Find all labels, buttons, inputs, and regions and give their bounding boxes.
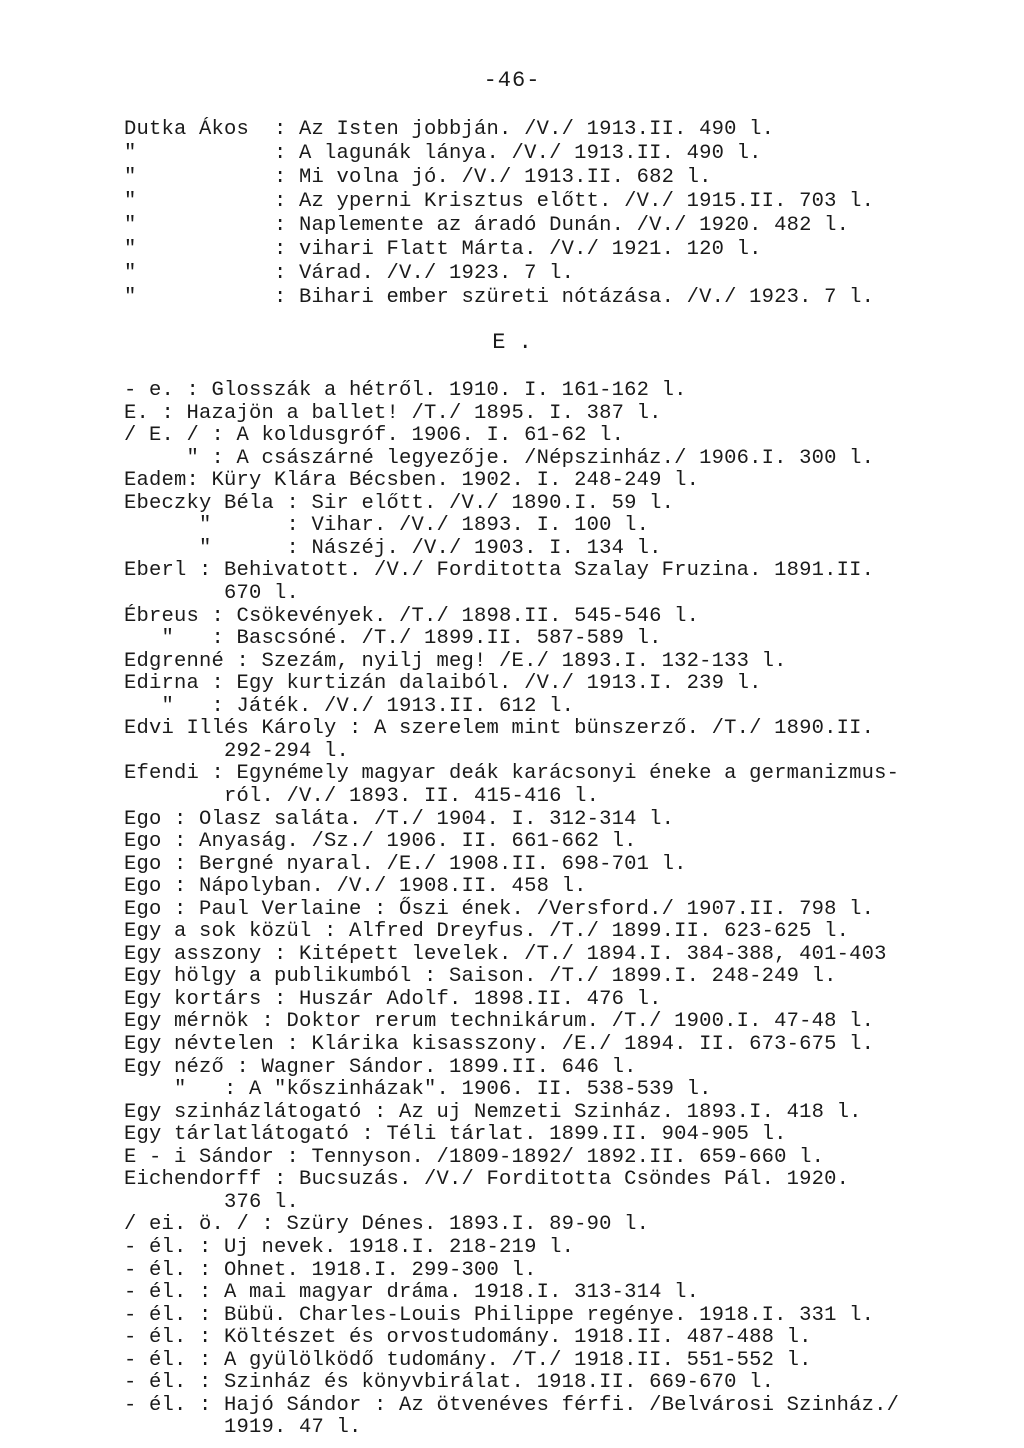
entry-line: Egy kortárs : Huszár Adolf. 1898.II. 476 l. — [124, 987, 662, 1011]
entry-line: Egy szinházlátogató : Az uj Nemzeti Szinház. 1893.I. 418 l. — [124, 1100, 862, 1124]
entry-line: Eberl : Behivatott. /V./ Forditotta Szalay Fruzina. 1891.II. — [124, 559, 875, 583]
entry-line: - él. : Bübü. Charles-Louis Philippe regénye. 1918.I. 331 l. — [124, 1303, 875, 1327]
entry-line: 376 l. — [124, 1190, 300, 1214]
entry-line: Ego : Anyaság. /Sz./ 1906. II. 661-662 l. — [124, 830, 637, 854]
entry-line: " : Bihari ember szüreti nótázása. /V./ 1923. 7 l. — [124, 286, 875, 309]
entry-line: / ei. ö. / : Szüry Dénes. 1893.I. 89-90 l. — [124, 1213, 650, 1237]
entry-line: - él. : Ohnet. 1918.I. 299-300 l. — [124, 1258, 537, 1282]
entry-line: Ébreus : Csökevények. /T./ 1898.II. 545-546 l. — [124, 604, 700, 628]
entry-line: " : Bascsóné. /T./ 1899.II. 587-589 l. — [124, 627, 662, 651]
entry-line: - e. : Glosszák a hétről. 1910. I. 161-162 l. — [124, 379, 687, 402]
entry-line: - él. : A gyülölködő tudomány. /T./ 1918.II. 551-552 l. — [124, 1348, 812, 1372]
section-letter: E . — [492, 330, 532, 355]
entry-line: Dutka Ákos : Az Isten jobbján. /V./ 1913.II. 490 l. — [124, 118, 775, 141]
entry-line: Egy hölgy a publikumból : Saison. /T./ 1899.I. 248-249 l. — [124, 965, 837, 989]
entry-line: Edirna : Egy kurtizán dalaiból. /V./ 1913.I. 239 l. — [124, 672, 762, 696]
entry-line: - él. : Szinház és könyvbirálat. 1918.II. 669-670 l. — [124, 1371, 775, 1395]
entry-line: Efendi : Egynémely magyar deák karácsonyi éneke a germanizmus- — [124, 762, 900, 786]
entry-line: " : Mi volna jó. /V./ 1913.II. 682 l. — [124, 166, 712, 189]
entry-line: Egy névtelen : Klárika kisasszony. /E./ 1894. II. 673-675 l. — [124, 1033, 875, 1057]
entry-line: Egy mérnök : Doktor rerum technikárum. /T./ 1900.I. 47-48 l. — [124, 1010, 875, 1034]
entry-line: 1919. 47 l. — [124, 1416, 362, 1440]
entry-line: " : A "kőszinházak". 1906. II. 538-539 l. — [124, 1078, 712, 1102]
entry-line: " : Vihar. /V./ 1893. I. 100 l. — [124, 514, 650, 538]
entry-line: " : Nászéj. /V./ 1903. I. 134 l. — [124, 536, 662, 560]
entry-line: " : Játék. /V./ 1913.II. 612 l. — [124, 694, 575, 718]
entry-line: " : Naplemente az áradó Dunán. /V./ 1920. 482 l. — [124, 214, 850, 237]
page-number: -46- — [483, 68, 541, 93]
entry-line: - él. : Hajó Sándor : Az ötvenéves férfi. /Belvárosi Szinház./ — [124, 1393, 900, 1417]
entry-line: Ego : Paul Verlaine : Őszi ének. /Versford./ 1907.II. 798 l. — [124, 897, 875, 921]
entry-line: Egy a sok közül : Alfred Dreyfus. /T./ 1899.II. 623-625 l. — [124, 920, 850, 944]
entry-line: " : Az yperni Krisztus előtt. /V./ 1915.II. 703 l. — [124, 190, 875, 213]
entry-line: 670 l. — [124, 581, 300, 605]
entry-line: - él. : Költészet és orvostudomány. 1918.II. 487-488 l. — [124, 1326, 812, 1350]
entry-line: Egy néző : Wagner Sándor. 1899.II. 646 l. — [124, 1055, 637, 1079]
entry-line: Eadem: Küry Klára Bécsben. 1902. I. 248-249 l. — [124, 469, 700, 493]
entry-line: E - i Sándor : Tennyson. /1809-1892/ 1892.II. 659-660 l. — [124, 1145, 825, 1169]
entry-line: / E. / : A koldusgróf. 1906. I. 61-62 l. — [124, 424, 625, 448]
entry-line: Eichendorff : Bucsuzás. /V./ Forditotta Csöndes Pál. 1920. — [124, 1168, 850, 1192]
entry-line: Egy tárlatlátogató : Téli tárlat. 1899.II. 904-905 l. — [124, 1123, 787, 1147]
entry-line: " : A lagunák lánya. /V./ 1913.II. 490 l. — [124, 142, 762, 165]
entry-line: Egy asszony : Kitépett levelek. /T./ 1894.I. 384-388, 401-403 — [124, 942, 887, 966]
entry-line: Ego : Bergné nyaral. /E./ 1908.II. 698-701 l. — [124, 852, 687, 876]
entry-line: " : Várad. /V./ 1923. 7 l. — [124, 262, 575, 285]
entry-line: - él. : Uj nevek. 1918.I. 218-219 l. — [124, 1236, 575, 1260]
entry-line: 292-294 l. — [124, 739, 350, 763]
entry-line: Edgrenné : Szezám, nyilj meg! /E./ 1893.I. 132-133 l. — [124, 649, 787, 673]
entry-line: E. : Hazajön a ballet! /T./ 1895. I. 387 l. — [124, 401, 662, 425]
entry-line: " : A császárné legyezője. /Népszinház./ 1906.I. 300 l. — [124, 446, 875, 470]
entry-line: ról. /V./ 1893. II. 415-416 l. — [124, 784, 600, 808]
entry-line: Edvi Illés Károly : A szerelem mint bünszerző. /T./ 1890.II. — [124, 717, 875, 741]
entry-line: - él. : A mai magyar dráma. 1918.I. 313-314 l. — [124, 1281, 700, 1305]
entry-line: " : vihari Flatt Márta. /V./ 1921. 120 l. — [124, 238, 762, 261]
entry-line: Ego : Olasz saláta. /T./ 1904. I. 312-314 l. — [124, 807, 675, 831]
entry-line: Ebeczky Béla : Sir előtt. /V./ 1890.I. 59 l. — [124, 491, 675, 515]
entry-line: Ego : Nápolyban. /V./ 1908.II. 458 l. — [124, 875, 587, 899]
